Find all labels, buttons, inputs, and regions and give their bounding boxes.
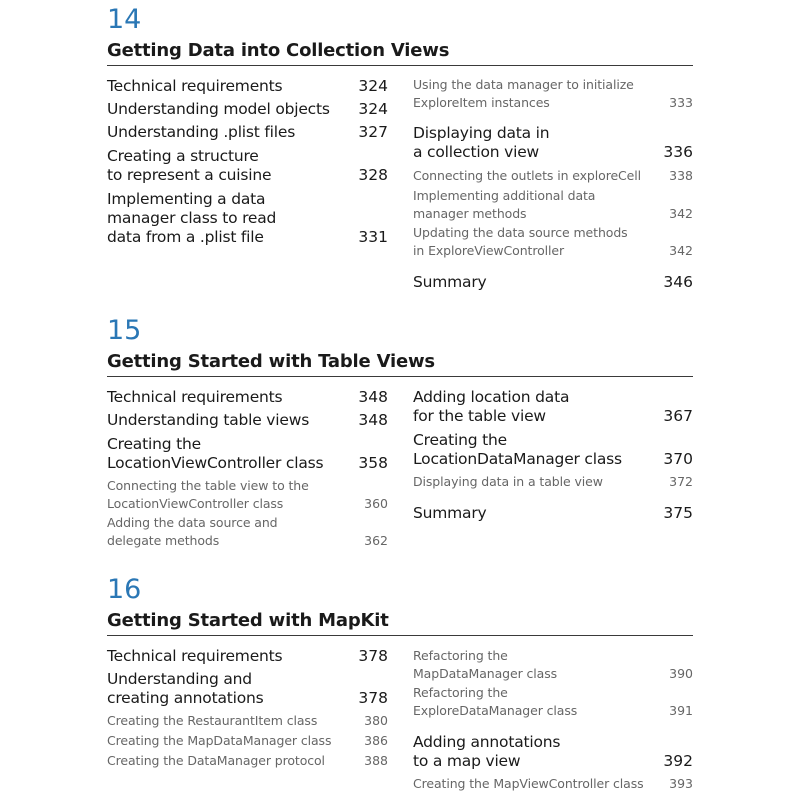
toc-entry-label: Displaying data in a table view xyxy=(413,474,603,489)
toc-entry-label: Creating a structure to represent a cuisine xyxy=(107,147,272,184)
toc-subentry[interactable] xyxy=(413,775,693,793)
toc-subentry[interactable] xyxy=(413,76,693,112)
toc-entry-label: Technical requirements xyxy=(107,77,283,95)
toc-entry[interactable] xyxy=(107,435,388,473)
toc-entry[interactable] xyxy=(107,647,388,666)
toc-subentry[interactable] xyxy=(413,167,693,185)
toc-page-number: 324 xyxy=(358,77,388,95)
toc-entry[interactable] xyxy=(107,388,388,407)
toc-entry[interactable] xyxy=(107,77,388,96)
toc-page-number: 375 xyxy=(663,504,693,522)
toc-entry-label: Creating the MapViewController class xyxy=(413,776,644,791)
toc-page-number: 333 xyxy=(669,95,693,110)
toc-entry[interactable] xyxy=(413,388,693,426)
toc-entry[interactable] xyxy=(107,670,388,708)
chapter-divider xyxy=(107,376,693,377)
toc-page-number: 372 xyxy=(669,474,693,489)
toc-subentry[interactable] xyxy=(107,732,388,750)
chapter-title: Getting Data into Collection Views xyxy=(107,40,450,61)
toc-entry[interactable] xyxy=(107,411,388,430)
toc-page-number: 331 xyxy=(358,228,388,246)
toc-entry[interactable] xyxy=(413,431,693,469)
toc-subentry[interactable] xyxy=(107,752,388,770)
toc-page-number: 380 xyxy=(364,713,388,728)
toc-entry[interactable] xyxy=(107,190,388,247)
table-of-contents-page xyxy=(107,0,693,800)
toc-entry[interactable] xyxy=(413,273,693,292)
toc-entry-label: Adding annotations to a map view xyxy=(413,733,561,770)
toc-entry[interactable] xyxy=(107,147,388,185)
chapter-divider xyxy=(107,635,693,636)
chapter-title: Getting Started with MapKit xyxy=(107,610,389,631)
toc-entry-label: Technical requirements xyxy=(107,647,283,665)
toc-subentry[interactable] xyxy=(413,684,693,720)
toc-page-number: 342 xyxy=(669,243,693,258)
toc-page-number: 358 xyxy=(358,454,388,472)
toc-page-number: 327 xyxy=(358,123,388,141)
toc-page-number: 386 xyxy=(364,733,388,748)
toc-entry[interactable] xyxy=(107,100,388,119)
toc-entry-label: Connecting the outlets in exploreCell xyxy=(413,168,642,183)
toc-entry-label: Refactoring the ExploreDataManager class xyxy=(413,685,578,718)
toc-subentry[interactable] xyxy=(107,514,388,550)
chapter-divider xyxy=(107,65,693,66)
chapter-number: 14 xyxy=(107,4,142,35)
toc-subentry[interactable] xyxy=(413,187,693,223)
toc-page-number: 390 xyxy=(669,666,693,681)
toc-page-number: 378 xyxy=(358,689,388,707)
toc-entry[interactable] xyxy=(107,123,388,142)
toc-page-number: 388 xyxy=(364,753,388,768)
toc-entry-label: Creating the MapDataManager class xyxy=(107,733,332,748)
toc-page-number: 348 xyxy=(358,388,388,406)
toc-page-number: 324 xyxy=(358,100,388,118)
toc-page-number: 378 xyxy=(358,647,388,665)
toc-entry-label: Implementing additional data manager methods xyxy=(413,188,596,221)
toc-entry-label: Creating the RestaurantItem class xyxy=(107,713,318,728)
toc-entry-label: Understanding model objects xyxy=(107,100,330,118)
toc-page-number: 370 xyxy=(663,450,693,468)
toc-subentry[interactable] xyxy=(413,473,693,491)
chapter-number: 15 xyxy=(107,315,142,346)
toc-entry[interactable] xyxy=(413,124,693,162)
toc-page-number: 336 xyxy=(663,143,693,161)
toc-entry[interactable] xyxy=(413,504,693,523)
toc-entry-label: Connecting the table view to the LocationViewController class xyxy=(107,478,309,511)
toc-entry-label: Understanding table views xyxy=(107,411,310,429)
toc-entry-label: Using the data manager to initialize ExploreItem instances xyxy=(413,77,634,110)
toc-entry-label: Creating the LocationViewController class xyxy=(107,435,324,472)
toc-entry-label: Understanding .plist files xyxy=(107,123,296,141)
toc-page-number: 362 xyxy=(364,533,388,548)
toc-entry[interactable] xyxy=(413,733,693,771)
toc-entry-label: Implementing a data manager class to read data from a .plist file xyxy=(107,190,277,246)
toc-subentry[interactable] xyxy=(413,224,693,260)
toc-entry-label: Understanding and creating annotations xyxy=(107,670,264,707)
toc-entry-label: Creating the LocationDataManager class xyxy=(413,431,622,468)
toc-entry-label: Updating the data source methods in ExploreViewController xyxy=(413,225,628,258)
toc-page-number: 346 xyxy=(663,273,693,291)
toc-page-number: 367 xyxy=(663,407,693,425)
toc-page-number: 328 xyxy=(358,166,388,184)
chapter-title: Getting Started with Table Views xyxy=(107,351,435,372)
chapter-number: 16 xyxy=(107,574,142,605)
toc-entry-label: Displaying data in a collection view xyxy=(413,124,550,161)
toc-entry-label: Summary xyxy=(413,504,487,522)
toc-page-number: 392 xyxy=(663,752,693,770)
toc-entry-label: Technical requirements xyxy=(107,388,283,406)
toc-subentry[interactable] xyxy=(107,477,388,513)
toc-entry-label: Adding location data for the table view xyxy=(413,388,570,425)
toc-page-number: 391 xyxy=(669,703,693,718)
toc-page-number: 393 xyxy=(669,776,693,791)
toc-entry-label: Creating the DataManager protocol xyxy=(107,753,325,768)
toc-entry-label: Adding the data source and delegate methods xyxy=(107,515,278,548)
toc-entry-label: Refactoring the MapDataManager class xyxy=(413,648,558,681)
toc-page-number: 348 xyxy=(358,411,388,429)
toc-entry-label: Summary xyxy=(413,273,487,291)
toc-subentry[interactable] xyxy=(107,712,388,730)
toc-page-number: 342 xyxy=(669,206,693,221)
toc-subentry[interactable] xyxy=(413,647,693,683)
toc-page-number: 360 xyxy=(364,496,388,511)
toc-page-number: 338 xyxy=(669,168,693,183)
